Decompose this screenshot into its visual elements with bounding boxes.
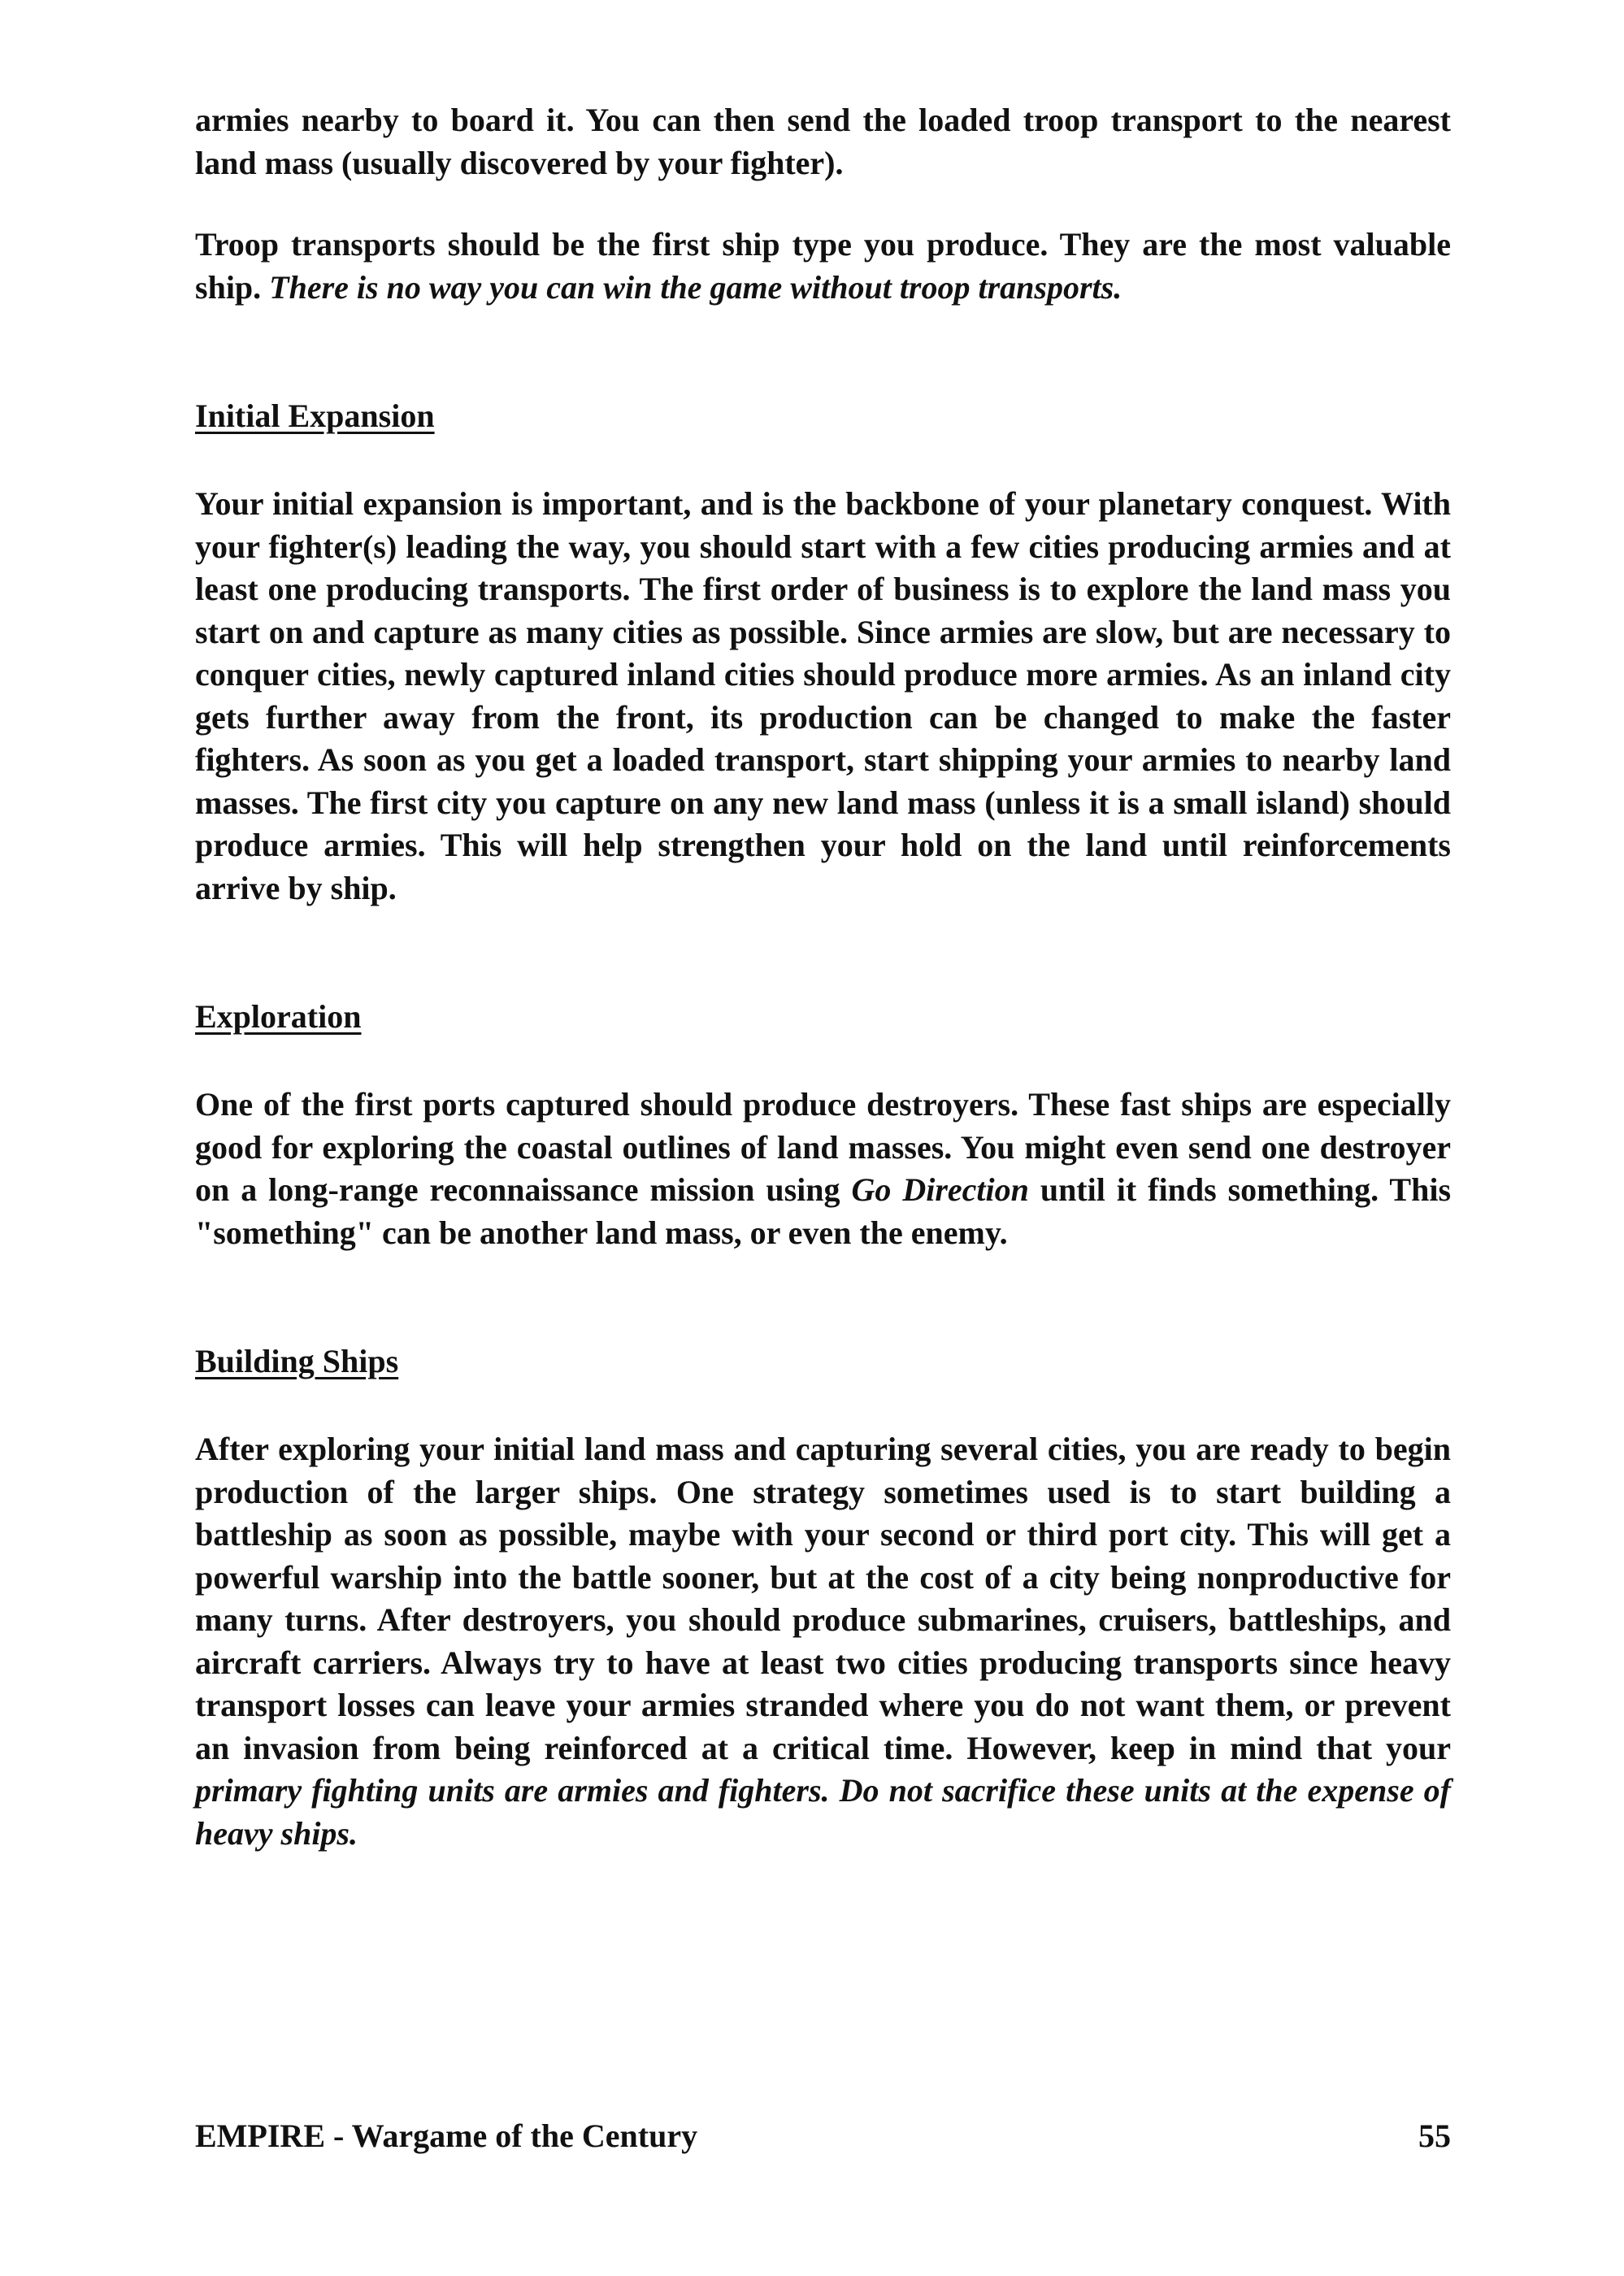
- page-body: [195, 99, 1451, 1855]
- intro-paragraph-2-emphasis: There is no way you can win the game without troop transports.: [269, 268, 1122, 306]
- heading-exploration: Exploration: [195, 998, 362, 1035]
- building-ships-emphasis: primary fighting units are armies and fighters. Do not sacrifice these units at the expense of heavy ships.: [195, 1772, 1451, 1852]
- building-ships-paragraph: [195, 1428, 1451, 1855]
- exploration-paragraph-tail: until it finds something. This "something" can be another land mass, or even the enemy.: [195, 1171, 1452, 1251]
- intro-paragraph-2-text: Troop transports should be the first ship type you produce. They are the most valuable ship.: [195, 226, 1451, 306]
- exploration-paragraph: [195, 1084, 1451, 1254]
- heading-building-ships: Building Ships: [195, 1343, 399, 1379]
- exploration-command-name: Go Direction: [851, 1171, 1029, 1208]
- initial-expansion-paragraph: Your initial expansion is important, and is the backbone of your planetary conquest. With your fighter(s) leading the way, you should start with a few cities producing armies and at least one producing transports. The first order of business is to explore the land mass you start on and capture as many cities as possible. Since armies are slow, but are necessary to conquer cities, newly captured inland cities should produce more armies. As an inland city gets further away from the front, its production can be changed to make the faster fighters. As soon as you get a loaded transport, start shipping your armies to nearby land masses. The first city you capture on any new land mass (unless it is a small island) should produce armies. This will help strengthen your hold on the land until reinforcements arrive by ship.: [195, 485, 1451, 906]
- page-footer: [195, 2115, 1451, 2157]
- building-ships-paragraph-text: After exploring your initial land mass and capturing several cities, you are ready to begin production of the larger ships. One strategy sometimes used is to start building a battleship as soon as possible, maybe with your second or third port city. This will get a powerful warship into the battle sooner, but at the cost of a city being nonproductive for many turns. After destroyers, you should produce submarines, cruisers, battleships, and aircraft carriers. Always try to have at least two cities producing transports since heavy transport losses can leave your armies stranded where you do not want them, or prevent an invasion from being reinforced at a critical time. However, keep in mind that your: [195, 1431, 1451, 1766]
- footer-title: EMPIRE - Wargame of the Century: [195, 2117, 698, 2154]
- heading-initial-expansion: Initial Expansion: [195, 397, 435, 434]
- intro-paragraph-2: [195, 224, 1451, 309]
- page-number: 55: [1418, 2117, 1451, 2154]
- intro-paragraph-1: armies nearby to board it. You can then send the loaded troop transport to the nearest land mass (usually discovered by your fighter).: [195, 102, 1451, 181]
- exploration-paragraph-text: One of the first ports captured should produce destroyers. These fast ships are especially good for exploring the coastal outlines of land masses. You might even send one destroyer on a long-range reconnaissance mission using: [195, 1086, 1451, 1208]
